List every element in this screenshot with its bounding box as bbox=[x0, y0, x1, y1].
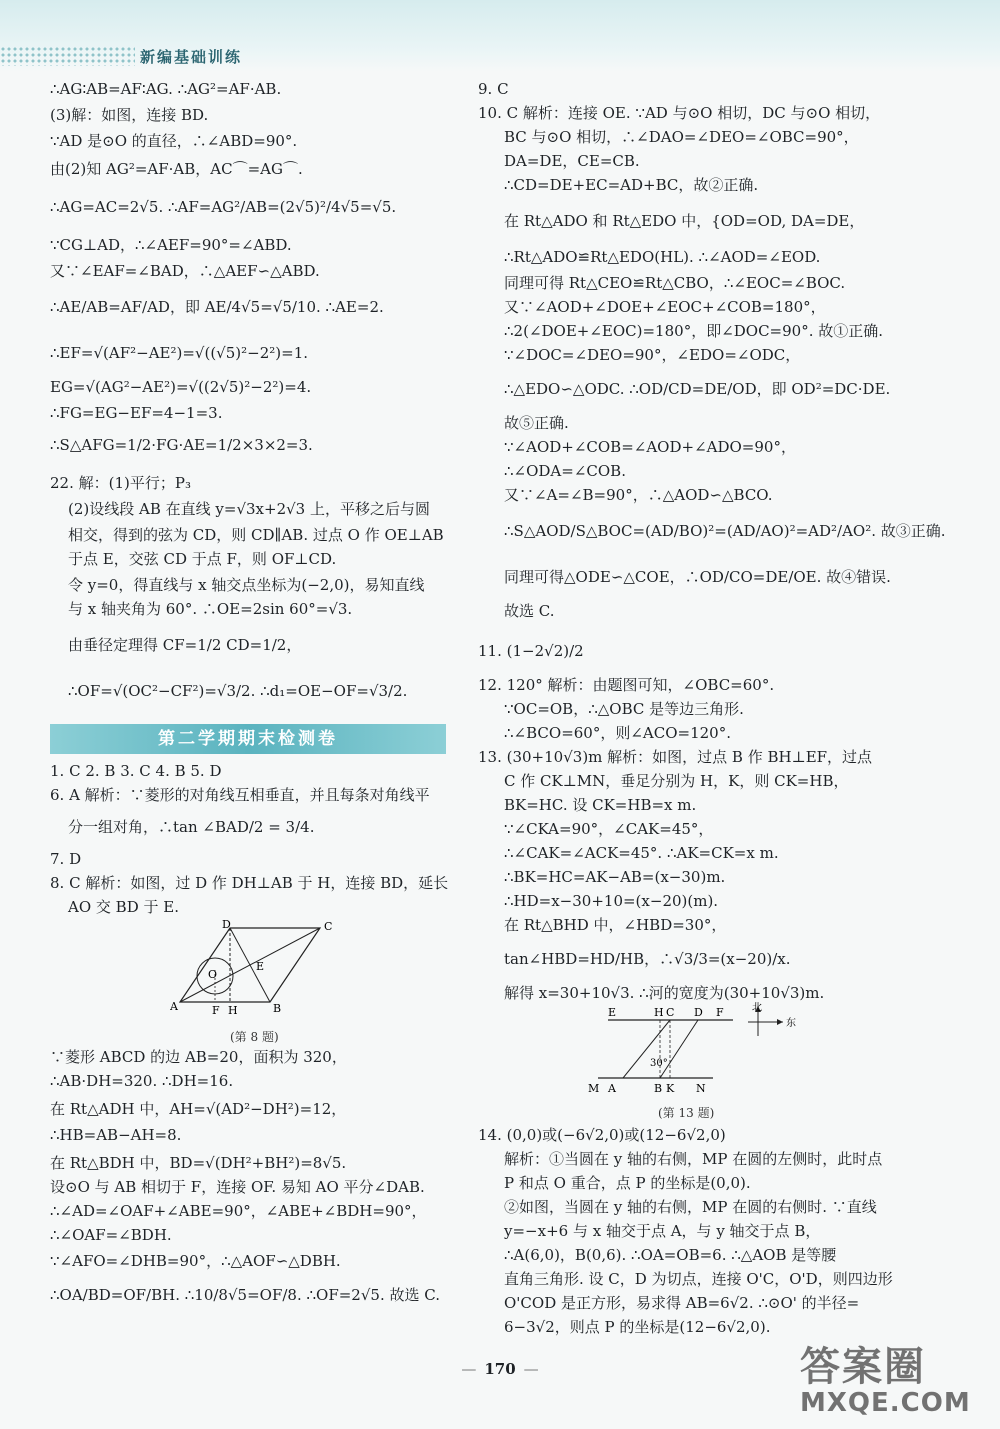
text-line: ∴△EDO∽△ODC. ∴OD/CD=DE/OD，即 OD²=DC·DE. bbox=[504, 380, 891, 398]
text-line: (3)解：如图，连接 BD. bbox=[50, 106, 209, 124]
text-line: DA=DE，CE=CB. bbox=[504, 152, 640, 170]
text-line: ∴∠CAK=∠ACK=45°. ∴AK=CK=x m. bbox=[504, 844, 779, 862]
text-line: ∴AE/AB=AF/AD，即 AE/4√5=√5/10. ∴AE=2. bbox=[50, 298, 384, 316]
answers-1-5: 1. C 2. B 3. C 4. B 5. D bbox=[50, 762, 222, 780]
text-line: ∵CG⊥AD，∴∠AEF=90°=∠ABD. bbox=[50, 236, 292, 254]
text-line: ∵∠CKA=90°，∠CAK=45°， bbox=[504, 820, 714, 838]
label-h: H bbox=[228, 1004, 238, 1017]
label-c: C bbox=[324, 920, 333, 933]
label-a: A bbox=[608, 1082, 616, 1095]
text-line: 故⑤正确. bbox=[504, 414, 569, 432]
figure-caption-q13: (第 13 题) bbox=[658, 1106, 715, 1120]
text-line: ∴Rt△ADO≌Rt△EDO(HL). ∴∠AOD=∠EOD. bbox=[504, 248, 821, 266]
east-arrow-icon bbox=[777, 1019, 783, 1025]
header-dot-pattern bbox=[0, 46, 135, 66]
text-line: 6−3√2，则点 P 的坐标是(12−6√2,0). bbox=[504, 1318, 771, 1336]
label-f: F bbox=[212, 1004, 220, 1017]
text-line: ∴EF=√(AF²−AE²)=√((√5)²−2²)=1. bbox=[50, 344, 309, 362]
text-line: 又∵∠AOD+∠DOE+∠EOC+∠COB=180°， bbox=[504, 298, 826, 316]
label-c: C bbox=[666, 1006, 675, 1019]
question-6-line: 6. A 解析：∵菱形的对角线互相垂直，并且每条对角线平 bbox=[50, 786, 430, 804]
watermark-logo-text: 答案圈 bbox=[800, 1344, 926, 1390]
text-line: ∴∠ODA=∠COB. bbox=[504, 462, 626, 480]
label-h: H bbox=[654, 1006, 664, 1019]
east-label: 东 bbox=[786, 1018, 796, 1029]
book-title: 新编基础训练 bbox=[140, 48, 243, 66]
label-o: O bbox=[208, 968, 218, 981]
river-figure-q13 bbox=[588, 1002, 798, 1102]
label-e: E bbox=[256, 960, 265, 973]
text-line: EG=√(AG²−AE²)=√((2√5)²−2²)=4. bbox=[50, 378, 312, 396]
text-line: 解得 x=30+10√3. ∴河的宽度为(30+10√3)m. bbox=[504, 984, 825, 1002]
text-line: 由垂径定理得 CF=1/2 CD=1/2， bbox=[68, 636, 302, 654]
text-line: 又∵∠A=∠B=90°，∴△AOD∽△BCO. bbox=[504, 486, 773, 504]
text-line: 分一组对角，∴tan ∠BAD/2 = 3/4. bbox=[68, 818, 315, 836]
text-line: 与 x 轴夹角为 60°. ∴OE=2sin 60°=√3. bbox=[68, 600, 353, 618]
text-line: ∵菱形 ABCD 的边 AB=20，面积为 320， bbox=[50, 1048, 347, 1066]
label-k: K bbox=[666, 1082, 675, 1095]
label-m: M bbox=[588, 1082, 600, 1095]
text-line: 相交，得到的弦为 CD，则 CD∥AB. 过点 O 作 OE⊥AB bbox=[68, 526, 444, 544]
site-watermark bbox=[800, 1335, 995, 1425]
question-11-line: 11. (1−2√2)/2 bbox=[478, 642, 584, 660]
text-line: ∴∠BCO=60°，则∠ACO=120°. bbox=[504, 724, 731, 742]
text-line: ∴CD=DE+EC=AD+BC，故②正确. bbox=[504, 176, 759, 194]
question-12-line: 12. 120° 解析：由题图可知，∠OBC=60°. bbox=[478, 676, 775, 694]
section-title-banner: 第二学期期末检测卷 bbox=[50, 724, 446, 754]
text-line: BC 与⊙O 相切，∴∠DAO=∠DEO=∠OBC=90°， bbox=[504, 128, 859, 146]
text-line: 令 y=0，得直线与 x 轴交点坐标为(−2,0)，易知直线 bbox=[68, 576, 425, 594]
text-line: 设⊙O 与 AB 相切于 F，连接 OF. 易知 AO 平分∠DAB. bbox=[50, 1178, 425, 1196]
text-line: 又∵∠EAF=∠BAD，∴△AEF∽△ABD. bbox=[50, 262, 320, 280]
text-line: ∴AG∶AB=AF∶AG. ∴AG²=AF·AB. bbox=[50, 80, 282, 98]
text-line: y=−x+6 与 x 轴交于点 A，与 y 轴交于点 B， bbox=[504, 1222, 821, 1240]
label-a: A bbox=[170, 1000, 178, 1013]
text-line: ∴FG=EG−EF=4−1=3. bbox=[50, 404, 223, 422]
label-d: D bbox=[694, 1006, 703, 1019]
text-line: 于点 E，交弦 CD 于点 F，则 OF⊥CD. bbox=[68, 550, 337, 568]
question-9-line: 9. C bbox=[478, 80, 509, 98]
label-f: F bbox=[716, 1006, 724, 1019]
text-line: C 作 CK⊥MN，垂足分别为 H，K，则 CK=HB， bbox=[504, 772, 849, 790]
text-line: tan∠HBD=HD/HB，∴√3/3=(x−20)/x. bbox=[504, 950, 791, 968]
page-number-value: 170 bbox=[484, 1360, 516, 1378]
text-line: 直角三角形. 设 C，D 为切点，连接 O'C，O'D，则四边形 bbox=[504, 1270, 893, 1288]
text-line: 解析：①当圆在 y 轴的右侧，MP 在圆的左侧时，此时点 bbox=[504, 1150, 883, 1168]
text-line: O'COD 是正方形，易求得 AB=6√2. ∴⊙O' 的半径= bbox=[504, 1294, 860, 1312]
question-10-line: 10. C 解析：连接 OE. ∵AD 与⊙O 相切，DC 与⊙O 相切， bbox=[478, 104, 881, 122]
text-line: BK=HC. 设 CK=HB=x m. bbox=[504, 796, 697, 814]
label-b: B bbox=[654, 1082, 663, 1095]
line-bd bbox=[660, 1020, 698, 1078]
text-line: ∴OA/BD=OF/BH. ∴10/8√5=OF/8. ∴OF=2√5. 故选 C. bbox=[50, 1286, 440, 1304]
text-line: 故选 C. bbox=[504, 602, 555, 620]
text-line: ∴AG=AC=2√5. ∴AF=AG²/AB=(2√5)²/4√5=√5. bbox=[50, 198, 397, 216]
question-13-line: 13. (30+10√3)m 解析：如图，过点 B 作 BH⊥EF，过点 bbox=[478, 748, 873, 766]
label-b: B bbox=[273, 1002, 282, 1015]
text-line: ∴∠AD=∠OAF+∠ABE=90°，∠ABE+∠BDH=90°， bbox=[50, 1202, 427, 1220]
text-line: ∴2(∠DOE+∠EOC)=180°，即∠DOC=90°. 故①正确. bbox=[504, 322, 884, 340]
question-22-line: 22. 解：(1)平行；P₃ bbox=[50, 474, 191, 492]
text-line: 在 Rt△ADH 中，AH=√(AD²−DH²)=12， bbox=[50, 1100, 347, 1118]
text-line: 在 Rt△ADO 和 Rt△EDO 中，{OD=OD, DA=DE， bbox=[504, 212, 865, 230]
text-line: ∵AD 是⊙O 的直径，∴∠ABD=90°. bbox=[50, 132, 298, 150]
text-line: ∴HB=AB−AH=8. bbox=[50, 1126, 182, 1144]
question-8-line: 8. C 解析：如图，过 D 作 DH⊥AB 于 H，连接 BD，延长 bbox=[50, 874, 449, 892]
text-line: ∵OC=OB，∴△OBC 是等边三角形. bbox=[504, 700, 744, 718]
text-line: P 和点 O 重合，点 P 的坐标是(0,0). bbox=[504, 1174, 751, 1192]
text-line: ∴S△AOD/S△BOC=(AD/BO)²=(AD/AO)²=AD²/AO². 故③正确. bbox=[504, 522, 946, 540]
text-line: ∴BK=HC=AK−AB=(x−30)m. bbox=[504, 868, 726, 886]
label-d: D bbox=[222, 918, 231, 931]
text-line: ∴A(6,0)，B(0,6). ∴OA=OB=6. ∴△AOB 是等腰 bbox=[504, 1246, 837, 1264]
text-line: ∵∠AFO=∠DHB=90°，∴△AOF∽△DBH. bbox=[50, 1252, 341, 1270]
text-line: ∴AB·DH=320. ∴DH=16. bbox=[50, 1072, 234, 1090]
text-line: ∴HD=x−30+10=(x−20)(m). bbox=[504, 892, 719, 910]
text-line: 在 Rt△BHD 中，∠HBD=30°， bbox=[504, 916, 727, 934]
text-line: AO 交 BD 于 E. bbox=[68, 898, 179, 916]
text-line: 由(2)知 AG²=AF·AB，AC⌒=AG⌒. bbox=[50, 160, 303, 178]
text-line: ∵∠AOD+∠COB=∠AOD+∠ADO=90°， bbox=[504, 438, 796, 456]
text-line: 在 Rt△BDH 中，BD=√(DH²+BH²)=8√5. bbox=[50, 1154, 347, 1172]
text-line: ∵∠DOC=∠DEO=90°，∠EDO=∠ODC， bbox=[504, 346, 801, 364]
text-line: (2)设线段 AB 在直线 y=√3x+2√3 上，平移之后与圆 bbox=[68, 500, 430, 518]
north-label: 北 bbox=[752, 1002, 762, 1014]
rhombus-figure-q8 bbox=[170, 918, 340, 1028]
text-line: ②如图，当圆在 y 轴的右侧，MP 在圆的右侧时. ∵直线 bbox=[504, 1198, 877, 1216]
question-7-line: 7. D bbox=[50, 850, 82, 868]
label-n: N bbox=[696, 1082, 706, 1095]
text-line: ∴∠OAF=∠BDH. bbox=[50, 1226, 172, 1244]
text-line: ∴OF=√(OC²−CF²)=√3/2. ∴d₁=OE−OF=√3/2. bbox=[68, 682, 408, 700]
line-ac bbox=[623, 1020, 670, 1078]
page-number-dash: — bbox=[461, 1360, 477, 1378]
text-line: 同理可得 Rt△CEO≌Rt△CBO，∴∠EOC=∠BOC. bbox=[504, 274, 846, 292]
text-line: 同理可得△ODE∽△COE，∴OD/CO=DE/OE. 故④错误. bbox=[504, 568, 891, 586]
label-e: E bbox=[608, 1006, 617, 1019]
angle-label: 30° bbox=[650, 1058, 668, 1069]
text-line: ∴S△AFG=1/2·FG·AE=1/2×3×2=3. bbox=[50, 436, 313, 454]
watermark-domain: MXQE.COM bbox=[800, 1388, 971, 1418]
page-number-dash: — bbox=[523, 1360, 539, 1378]
question-14-line: 14. (0,0)或(−6√2,0)或(12−6√2,0) bbox=[478, 1126, 726, 1144]
figure-caption-q8: (第 8 题) bbox=[230, 1030, 279, 1044]
